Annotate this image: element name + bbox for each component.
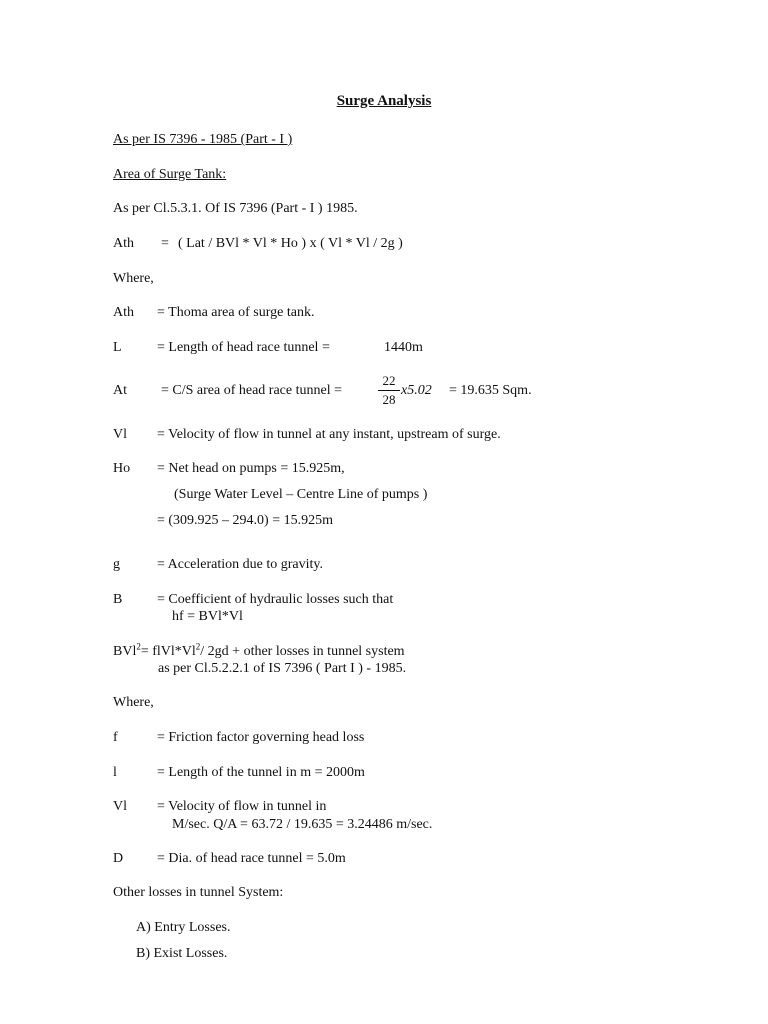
- loss-item: B) Exist Losses.: [136, 946, 228, 961]
- def-text-line2: (Surge Water Level – Centre Line of pumps ): [174, 487, 428, 502]
- bvl-part1: BVl: [113, 644, 137, 659]
- bvl-sup2: 2: [195, 641, 201, 652]
- bvl-part2: = flVl*V: [140, 644, 192, 659]
- page-title: Surge Analysis: [336, 93, 432, 109]
- def-value: 1440m: [384, 340, 423, 355]
- formula-expression: ( Lat / BVl * Vl * Ho ) x ( Vl * Vl / 2g ): [178, 236, 403, 251]
- def2-symbol: f: [113, 730, 118, 745]
- def-symbol: g: [113, 557, 120, 572]
- fraction-denominator: 28: [382, 392, 396, 407]
- def-text-line2: hf = BVl*Vl: [172, 609, 243, 624]
- bvl-reference: as per Cl.5.2.2.1 of IS 7396 ( Part I ) - 1985.: [158, 661, 407, 676]
- other-losses-heading: Other losses in tunnel System:: [113, 885, 284, 900]
- bvl-part3: l: [191, 644, 196, 659]
- fraction: [378, 373, 400, 408]
- def-text: = Net head on pumps = 15.925m,: [157, 461, 345, 476]
- def2-symbol: D: [113, 851, 124, 866]
- section-heading: Area of Surge Tank:: [113, 167, 227, 182]
- formula-symbol: Ath: [113, 236, 134, 251]
- clause-line: As per Cl.5.3.1. Of IS 7396 (Part - I ) 1985.: [113, 201, 358, 216]
- def-text: = Coefficient of hydraulic losses such that: [157, 592, 394, 607]
- def2-text-line2: M/sec. Q/A = 63.72 / 19.635 = 3.24486 m/sec.: [172, 817, 433, 832]
- fraction-numerator: 22: [382, 373, 396, 388]
- def-text: = Velocity of flow in tunnel at any instant, upstream of surge.: [157, 427, 501, 442]
- bvl-equation: [113, 641, 405, 660]
- def2-text: = Velocity of flow in tunnel in: [157, 799, 327, 814]
- def-symbol: Ath: [113, 305, 134, 320]
- loss-item: A) Entry Losses.: [136, 920, 231, 935]
- def-text: = Acceleration due to gravity.: [157, 557, 323, 572]
- def-symbol: Ho: [113, 461, 131, 476]
- def2-text: = Dia. of head race tunnel = 5.0m: [157, 851, 346, 866]
- def-text: = Thoma area of surge tank.: [157, 305, 315, 320]
- bvl-part4: / 2gd + other losses in tunnel system: [200, 644, 405, 659]
- def-symbol: At: [113, 383, 127, 398]
- bvl-sup1: 2: [136, 641, 141, 652]
- def2-text: = Friction factor governing head loss: [157, 730, 365, 745]
- def2-text: = Length of the tunnel in m = 2000m: [157, 765, 365, 780]
- fraction-multiplier: x5.02: [401, 383, 432, 398]
- def-result: = 19.635 Sqm.: [449, 383, 532, 398]
- def-text: = C/S area of head race tunnel =: [161, 383, 342, 398]
- def-text-line3: = (309.925 – 294.0) = 15.925m: [157, 513, 334, 528]
- def-symbol: L: [113, 340, 122, 355]
- def-symbol: B: [113, 592, 123, 607]
- def-text: = Length of head race tunnel =: [157, 340, 330, 355]
- reference-line: As per IS 7396 - 1985 (Part - I ): [113, 132, 293, 147]
- where-label-2: Where,: [113, 695, 154, 710]
- where-label-1: Where,: [113, 271, 154, 286]
- def2-symbol: l: [113, 765, 117, 780]
- fraction-bar: [378, 390, 400, 391]
- def-symbol: Vl: [113, 427, 127, 442]
- def2-symbol: Vl: [113, 799, 127, 814]
- formula-equals: =: [161, 236, 169, 251]
